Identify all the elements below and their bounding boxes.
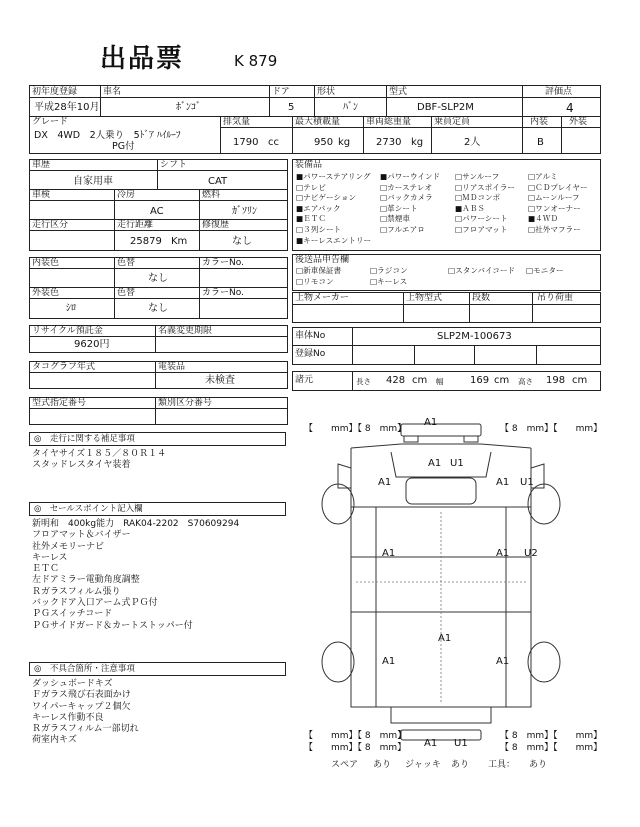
tread-rear-right-1: 【 8 mm】【 mm】 bbox=[500, 731, 603, 741]
damage-mark: U1 bbox=[450, 458, 464, 469]
door-label: ドア bbox=[272, 87, 290, 97]
history-value: 自家用車 bbox=[73, 176, 113, 187]
loading-maker-label: 上物メーカー bbox=[295, 293, 349, 303]
page-title: 出品票 bbox=[100, 44, 185, 74]
repair-value: なし bbox=[232, 236, 252, 247]
length-unit: cm bbox=[412, 375, 428, 386]
shade2-value: なし bbox=[148, 303, 168, 314]
gross-weight-value: 2730 bbox=[376, 137, 402, 148]
damage-mark: A1 bbox=[424, 417, 438, 428]
mileage-unit: Km bbox=[171, 236, 188, 247]
color-no2-label: カラーNo. bbox=[202, 288, 244, 298]
electric-value: 未検査 bbox=[205, 375, 235, 386]
width-label: 幅 bbox=[436, 377, 444, 386]
equipment-item: □社外マフラー bbox=[528, 225, 581, 234]
document-item: □スタンバイコード bbox=[448, 266, 516, 275]
equipment-item: ■ＥＴＣ bbox=[296, 214, 326, 224]
loading-model-label: 上物型式 bbox=[406, 293, 443, 303]
max-load-unit: kg bbox=[338, 137, 351, 148]
width-unit: cm bbox=[494, 375, 510, 386]
displacement-unit: cc bbox=[268, 137, 279, 148]
model-label: 型式 bbox=[389, 87, 408, 97]
damage-mark: U1 bbox=[454, 738, 468, 749]
class-no-label: 類別区分番号 bbox=[158, 398, 213, 408]
height-label: 高さ bbox=[518, 377, 533, 386]
damage-mark: A1 bbox=[382, 656, 396, 667]
exterior-grade-label: 外装 bbox=[569, 117, 588, 127]
jack-label: ジャッキ bbox=[405, 760, 441, 770]
tools-label: 工具： bbox=[488, 760, 516, 770]
loading-steps-label: 段数 bbox=[472, 293, 491, 303]
travel-notes-header: ◎ 走行に関する補足事項 bbox=[29, 432, 286, 446]
equipment-item: ■エアバック bbox=[296, 203, 341, 213]
equipment-item: □ＣＤプレイヤー bbox=[528, 182, 588, 192]
displacement-label: 排気量 bbox=[223, 117, 251, 127]
mileage-value: 25879 bbox=[130, 236, 162, 247]
documents-title: 後送品申告欄 bbox=[295, 255, 350, 265]
equipment-title: 装備品 bbox=[295, 160, 323, 170]
name-change-label: 名義変更期限 bbox=[158, 326, 213, 336]
damage-mark: A1 bbox=[496, 656, 510, 667]
equipment-item: ■４ＷＤ bbox=[528, 214, 558, 224]
dimensions-label: 諸元 bbox=[295, 375, 314, 385]
spare-value: あり bbox=[373, 760, 392, 770]
height-value: 198 bbox=[546, 375, 566, 386]
tread-front-right: 【 8 mm】【 mm】 bbox=[500, 424, 603, 434]
equipment-item: □ワンオーナー bbox=[528, 203, 581, 213]
document-item: □モニター bbox=[526, 266, 564, 275]
width-value: 169 bbox=[470, 375, 490, 386]
damage-mark: A1 bbox=[438, 633, 452, 644]
travel-notes-text: タイヤサイズ１８５／８０Ｒ１４ スタッドレスタイヤ装着 bbox=[32, 449, 167, 471]
first-reg-label: 初年度登録 bbox=[32, 87, 78, 97]
hanging-load-label: 吊り荷重 bbox=[537, 293, 574, 303]
type-no-label: 型式指定番号 bbox=[32, 398, 87, 408]
shape-label: 形状 bbox=[317, 87, 336, 97]
gross-weight-unit: kg bbox=[411, 137, 424, 148]
document-item: □新車保証書 bbox=[296, 266, 342, 275]
tools-value: あり bbox=[529, 760, 548, 770]
equipment-item: □テレビ bbox=[296, 182, 326, 192]
equipment-item: □バックカメラ bbox=[380, 193, 433, 203]
lot-number: K 879 bbox=[234, 52, 278, 70]
equipment-item: □パワーシート bbox=[455, 214, 508, 224]
damage-mark: U1 bbox=[520, 477, 534, 488]
grade-value-line1: DX 4WD 2人乗り 5ﾄﾞｱ ﾊｲﾙｰﾌ bbox=[34, 130, 181, 141]
drive-category-label: 走行区分 bbox=[32, 220, 69, 230]
repair-label: 修復歴 bbox=[202, 220, 230, 230]
capacity-value: 2人 bbox=[464, 137, 481, 148]
document-item: □キーレス bbox=[370, 277, 408, 286]
damage-mark: A1 bbox=[496, 548, 510, 559]
grade-label: グレード bbox=[32, 117, 69, 127]
tread-rear-left-2: 【 mm】【 8 mm】 bbox=[304, 743, 407, 753]
damage-mark: A1 bbox=[424, 738, 438, 749]
tread-front-left: 【 mm】【 8 mm】 bbox=[304, 424, 407, 434]
car-name-label: 車名 bbox=[103, 87, 122, 97]
fuel-value: ｶﾞｿﾘﾝ bbox=[232, 206, 257, 217]
exterior-color-value: ｼﾛ bbox=[66, 303, 76, 314]
electric-label: 電装品 bbox=[158, 362, 186, 372]
equipment-item: □禁煙車 bbox=[380, 214, 410, 224]
recycle-value: 9620円 bbox=[74, 339, 110, 350]
damage-mark: A1 bbox=[428, 458, 442, 469]
shift-label: シフト bbox=[160, 160, 188, 170]
gross-weight-label: 車両総重量 bbox=[366, 117, 412, 127]
interior-grade-label: 内装 bbox=[530, 117, 549, 127]
max-load-value: 950 bbox=[314, 137, 334, 148]
interior-color-label: 内装色 bbox=[32, 258, 60, 268]
equipment-item: □ムーンルーフ bbox=[528, 193, 580, 203]
equipment-item: □カーステレオ bbox=[380, 182, 433, 192]
displacement-value: 1790 bbox=[233, 137, 259, 148]
color-no1-label: カラーNo. bbox=[202, 258, 244, 268]
damage-mark: A1 bbox=[378, 477, 392, 488]
damage-mark: U2 bbox=[524, 548, 538, 559]
document-item: □ラジコン bbox=[370, 266, 408, 275]
equipment-item: □３列シート bbox=[296, 225, 342, 234]
equipment-item: □革シート bbox=[380, 203, 418, 213]
length-label: 長さ bbox=[356, 377, 371, 386]
equipment-item: ■パワーステアリング bbox=[296, 172, 371, 181]
equipment-item: □ＭＤコンポ bbox=[455, 193, 501, 203]
model-value: DBF-SLP2M bbox=[417, 102, 474, 113]
equipment-item: □アルミ bbox=[528, 172, 558, 181]
spare-label: スペア bbox=[331, 760, 359, 770]
shade2-label: 色替 bbox=[117, 288, 136, 298]
capacity-label: 乗員定員 bbox=[434, 117, 471, 127]
inspection-label: 車検 bbox=[32, 190, 51, 200]
first-reg-value: 平成28年10月 bbox=[34, 102, 100, 113]
equipment-item: □リアスポイラー bbox=[455, 182, 516, 192]
car-name-value: ﾎﾞﾝｺﾞ bbox=[176, 102, 201, 113]
chassis-no-value: SLP2M-100673 bbox=[437, 331, 512, 342]
tacho-label: タコグラフ年式 bbox=[32, 362, 96, 372]
shade1-label: 色替 bbox=[117, 258, 136, 268]
chassis-no-label: 車体No bbox=[295, 331, 326, 341]
equipment-item: □ナビゲーション bbox=[296, 193, 357, 203]
equipment-item: □フロアマット bbox=[455, 225, 508, 234]
damage-mark: A1 bbox=[496, 477, 510, 488]
shift-value: CAT bbox=[208, 176, 228, 187]
equipment-item: ■ＡＢＳ bbox=[455, 203, 485, 213]
equipment-item: ■キーレスエントリー bbox=[296, 235, 372, 245]
aircon-label: 冷房 bbox=[117, 190, 136, 200]
damage-mark: A1 bbox=[382, 548, 396, 559]
tread-rear-right-2: 【 8 mm】【 mm】 bbox=[500, 743, 603, 753]
fuel-label: 燃料 bbox=[202, 190, 221, 200]
shape-value: ﾊﾞﾝ bbox=[343, 102, 358, 113]
sales-points-header: ◎ セールスポイント記入欄 bbox=[29, 502, 286, 516]
recycle-label: リサイクル預託金 bbox=[32, 326, 103, 336]
score-label: 評価点 bbox=[545, 87, 573, 97]
max-load-label: 最大積載量 bbox=[295, 117, 341, 127]
equipment-item: ■パワーウインド bbox=[380, 172, 441, 181]
shade1-value: なし bbox=[148, 273, 168, 284]
grade-value-line2: PG付 bbox=[112, 141, 135, 152]
tread-rear-left-1: 【 mm】【 8 mm】 bbox=[304, 731, 407, 741]
history-label: 車歴 bbox=[32, 160, 51, 170]
equipment-item: □サンルーフ bbox=[455, 172, 500, 181]
interior-grade-value: B bbox=[537, 137, 544, 148]
registration-no-label: 登録No bbox=[295, 349, 326, 359]
document-item: □リモコン bbox=[296, 277, 334, 286]
score-value: 4 bbox=[566, 101, 574, 115]
mileage-label: 走行距離 bbox=[117, 220, 154, 230]
door-value: 5 bbox=[288, 102, 295, 113]
equipment-item: □フルエアロ bbox=[380, 225, 425, 234]
defects-header: ◎ 不具合箇所・注意事項 bbox=[29, 662, 286, 676]
length-value: 428 bbox=[386, 375, 406, 386]
aircon-value: AC bbox=[150, 206, 164, 217]
sales-points-text: 新明和 400kg能力 RAK04-2202 S70609294 フロアマット＆バイザー 社外メモリーナビ キーレス ＥＴＣ 左ドアミラー電動角度調整 Ｒガラスフィルム張り バックドア入口アーム式ＰＧ付 ＰＧスイッチコード ＰＧサイドガード＆カートストッパー付 bbox=[32, 519, 240, 631]
exterior-color-label: 外装色 bbox=[32, 288, 60, 298]
height-unit: cm bbox=[572, 375, 588, 386]
defects-text: ダッシュボードキズ Ｆガラス飛び石表面かけ ワイパーキャップ２個欠 キーレス作動不良 Ｒガラスフィルム一部切れ 荷室内キズ bbox=[32, 679, 139, 746]
jack-value: あり bbox=[451, 760, 470, 770]
